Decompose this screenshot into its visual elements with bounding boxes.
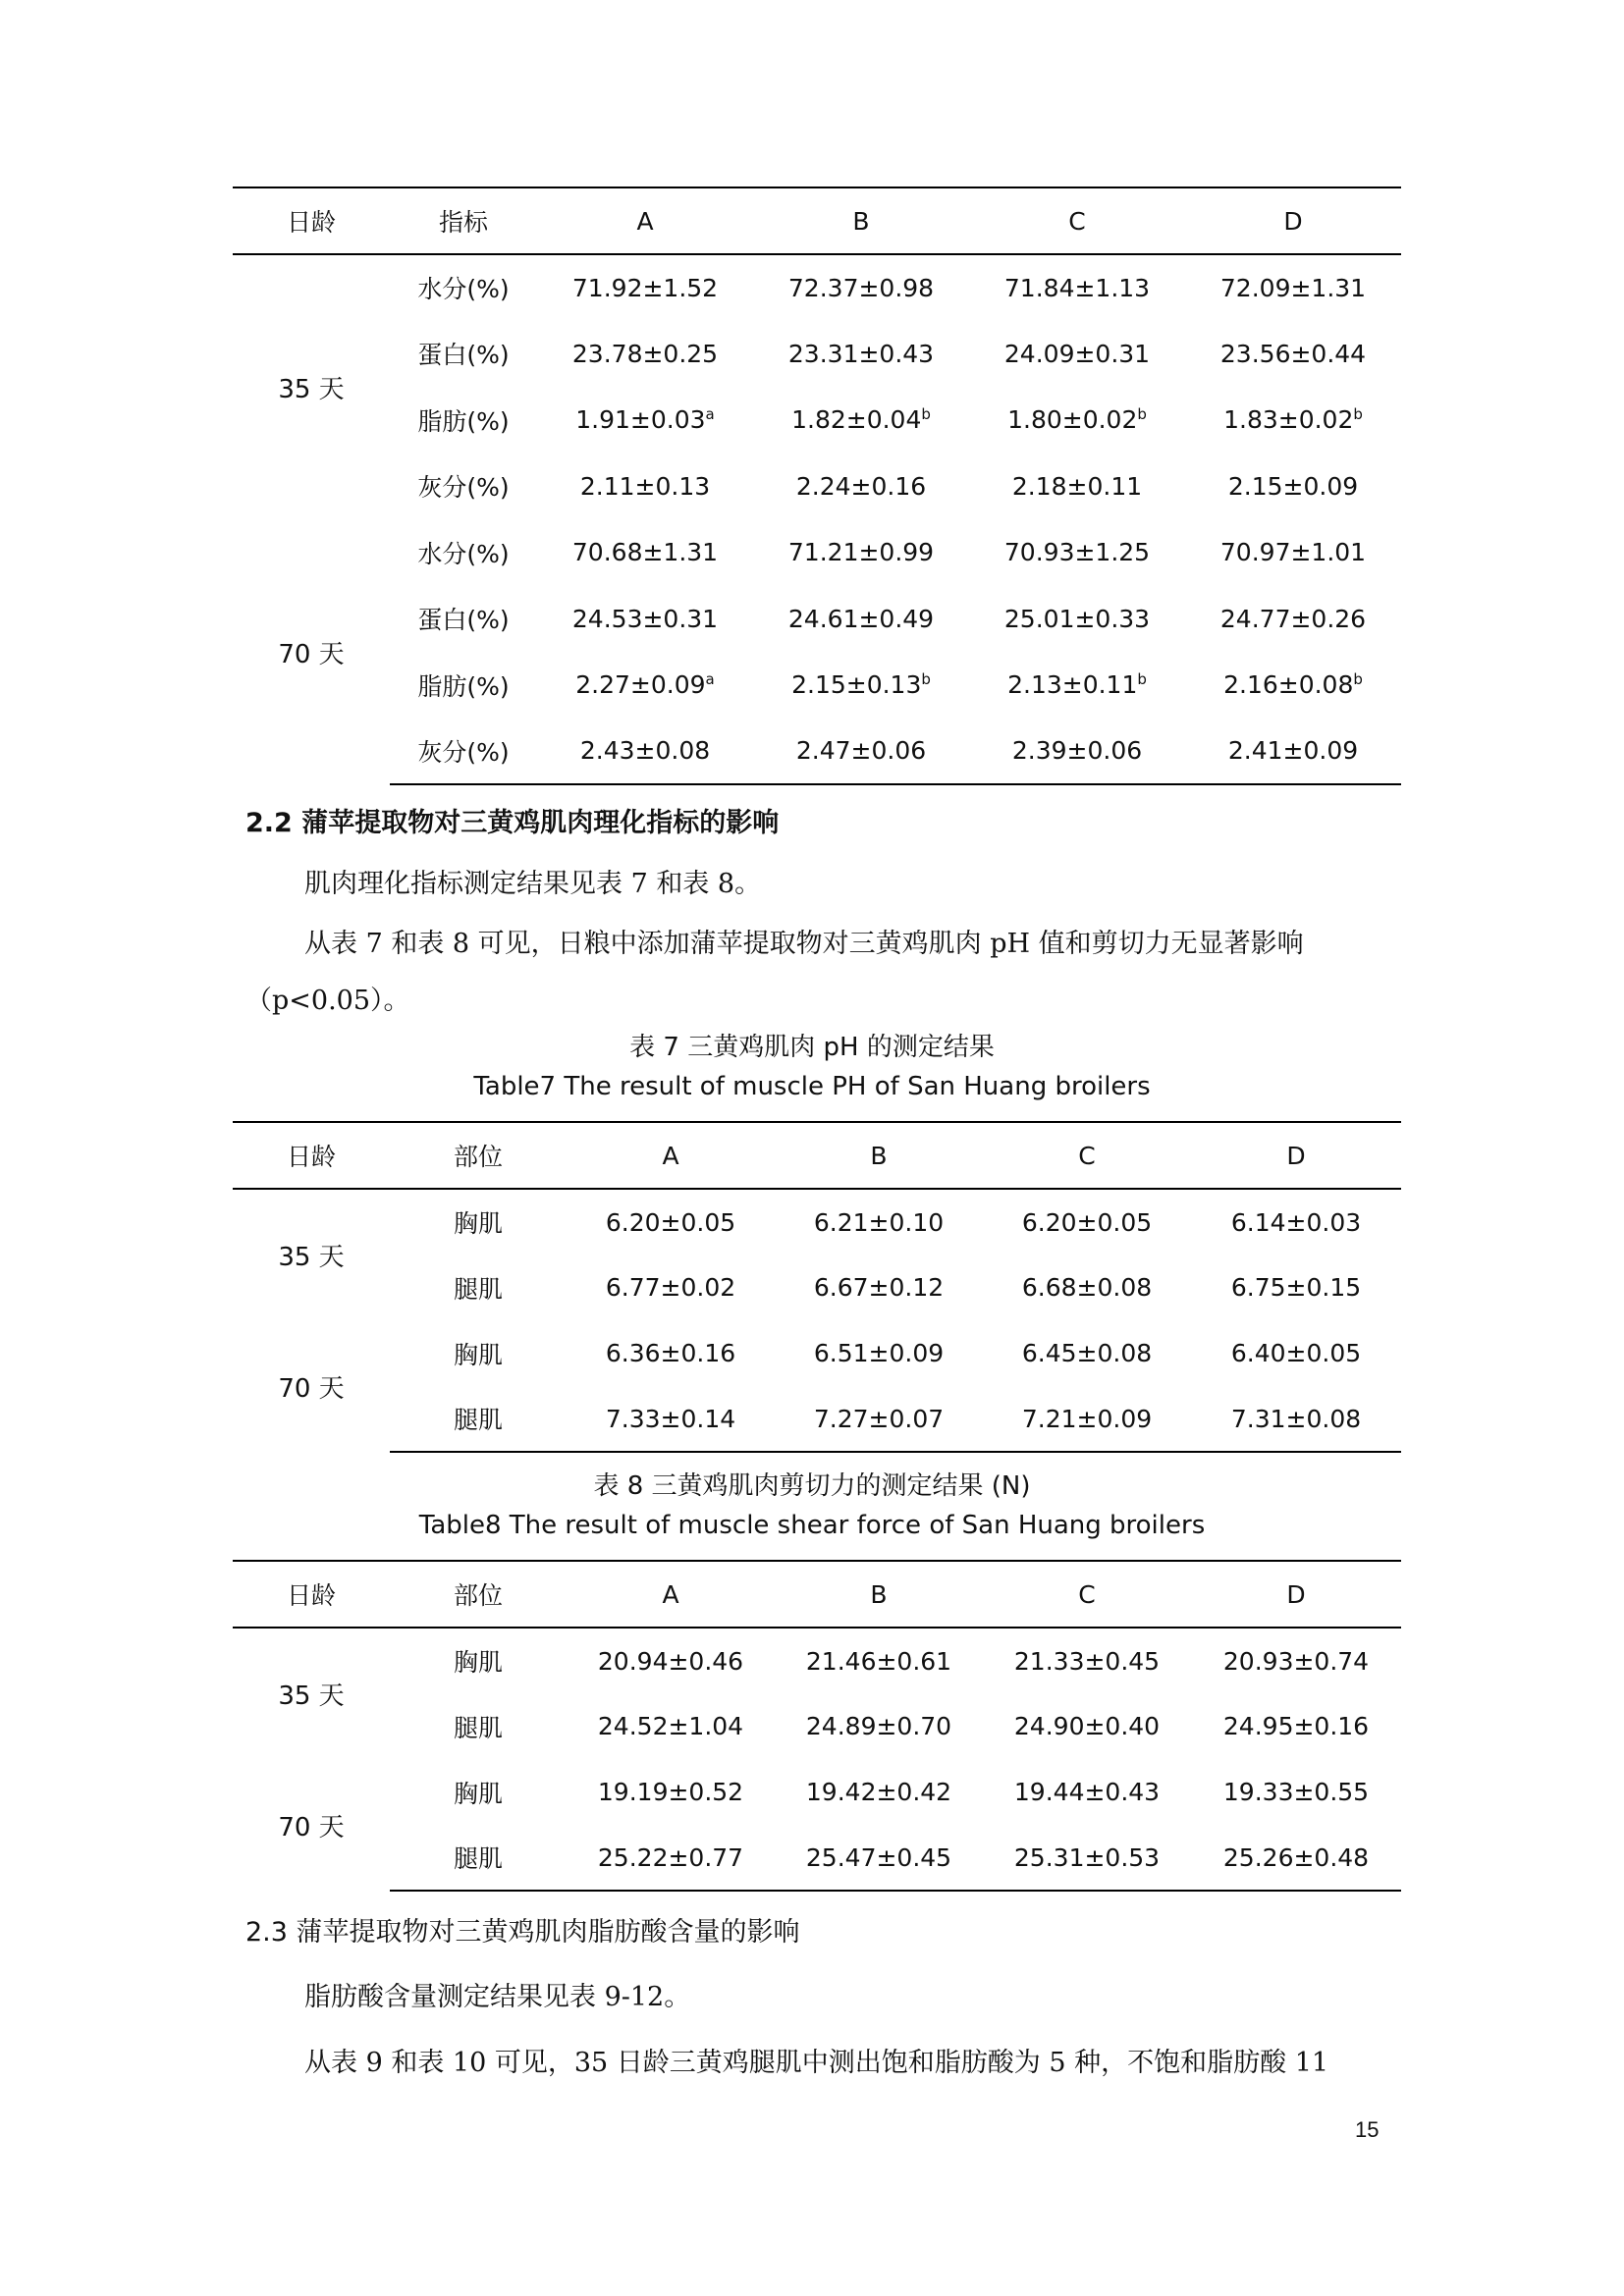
table-8-caption-en: Table8 The result of muscle shear force of San Huang broilers: [418, 1511, 1206, 1540]
value-cell: 19.42±0.42: [805, 1778, 952, 1806]
value-cell: 6.51±0.09: [813, 1339, 945, 1367]
value-text: 2.15±0.13: [791, 670, 922, 700]
value-cell: 70.97±1.01: [1219, 538, 1367, 567]
table-row: [233, 454, 1401, 520]
value-cell: 2.15±0.09: [1227, 471, 1359, 501]
age-cell: 35 天: [278, 1682, 345, 1711]
header-age: 日龄: [233, 1561, 390, 1628]
value-cell: 6.40±0.05: [1230, 1339, 1362, 1367]
table-7-ph: [233, 1121, 1401, 1453]
table-row: [233, 387, 1401, 454]
value-cell: 24.77±0.26: [1219, 604, 1367, 633]
value-text: 1.91±0.03: [575, 405, 706, 435]
value-cell: 7.31±0.08: [1191, 1386, 1401, 1452]
value-cell: [1185, 387, 1401, 454]
paragraph: 脂肪酸含量测定结果见表 9-12。: [304, 1982, 691, 2012]
header-group-a: A: [537, 187, 753, 254]
value-cell: 70.93±1.25: [1003, 538, 1151, 567]
header-group-d: D: [1191, 1561, 1401, 1628]
part-cell: 腿肌: [453, 1713, 503, 1742]
value-text: 2.13±0.11: [1007, 670, 1138, 700]
value-text: 2.16±0.08: [1223, 670, 1354, 700]
value-cell: 19.44±0.43: [1013, 1778, 1161, 1806]
header-group-b: B: [753, 187, 969, 254]
value-cell: 2.11±0.13: [579, 471, 711, 501]
significance-letter: a: [705, 405, 715, 424]
value-cell: 23.56±0.44: [1219, 339, 1367, 368]
value-cell: 6.20±0.05: [605, 1207, 736, 1237]
age-cell: 70 天: [278, 639, 345, 669]
value-cell: [537, 387, 753, 454]
value-cell: 24.09±0.31: [1003, 339, 1151, 368]
index-cell: 水分(%): [417, 275, 510, 304]
value-cell: 2.24±0.16: [795, 471, 927, 501]
value-cell: 23.78±0.25: [571, 339, 719, 368]
value-cell: 7.21±0.09: [983, 1386, 1191, 1452]
value-cell: 7.33±0.14: [567, 1386, 775, 1452]
value-cell: 25.26±0.48: [1191, 1825, 1401, 1891]
paragraph: 从表 9 和表 10 可见，35 日龄三黄鸡腿肌中测出饱和脂肪酸为 5 种，不饱和脂肪酸 11: [304, 2048, 1329, 2078]
header-group-d: D: [1185, 187, 1401, 254]
value-cell: 24.52±1.04: [597, 1712, 744, 1740]
header-group-a: A: [567, 1122, 775, 1189]
significance-letter: b: [1137, 405, 1147, 424]
header-group-b: B: [775, 1561, 983, 1628]
header-group-b: B: [775, 1122, 983, 1189]
value-text: 1.82±0.04: [791, 405, 922, 435]
table-header-row: [233, 1122, 1401, 1189]
value-cell: 6.14±0.03: [1230, 1207, 1362, 1237]
value-cell: [969, 652, 1185, 719]
header-group-a: A: [567, 1561, 775, 1628]
header-age: 日龄: [233, 1122, 390, 1189]
paragraph-continuation: （p<0.05）。: [245, 986, 410, 1016]
significance-letter: b: [921, 405, 931, 424]
value-cell: 24.90±0.40: [1013, 1712, 1161, 1740]
value-cell: 6.67±0.12: [813, 1273, 945, 1302]
table-row: [233, 652, 1401, 719]
index-cell: 水分(%): [417, 539, 510, 568]
age-cell: 35 天: [278, 1243, 345, 1272]
part-cell: 胸肌: [453, 1779, 503, 1808]
value-cell: 24.61±0.49: [787, 604, 935, 633]
index-cell: 蛋白(%): [417, 341, 510, 370]
header-group-d: D: [1191, 1122, 1401, 1189]
table-row: [233, 1759, 1401, 1825]
table-row: [233, 519, 1401, 586]
table-row: [233, 1386, 1401, 1452]
header-group-c: C: [969, 187, 1185, 254]
value-text: 1.83±0.02: [1223, 405, 1354, 435]
age-cell: 70 天: [278, 1812, 345, 1842]
part-cell: 胸肌: [453, 1340, 503, 1369]
table-row: [233, 1693, 1401, 1759]
value-cell: 19.33±0.55: [1222, 1778, 1370, 1806]
table-row: [233, 719, 1401, 785]
value-cell: 6.36±0.16: [605, 1339, 736, 1367]
table-7-caption-cn: 表 7 三黄鸡肌肉 pH 的测定结果: [629, 1033, 995, 1062]
paragraph: 从表 7 和表 8 可见，日粮中添加蒲苹提取物对三黄鸡肌肉 pH 值和剪切力无显著影响: [304, 929, 1304, 959]
header-age: 日龄: [233, 187, 390, 254]
value-cell: 20.93±0.74: [1222, 1646, 1370, 1676]
value-cell: 6.20±0.05: [1021, 1207, 1153, 1237]
table-6-composition: [233, 187, 1401, 785]
value-cell: [1185, 652, 1401, 719]
significance-letter: a: [705, 670, 715, 689]
value-cell: 2.41±0.09: [1185, 719, 1401, 785]
index-cell: 灰分(%): [417, 473, 510, 503]
value-cell: [969, 387, 1185, 454]
value-cell: 2.47±0.06: [753, 719, 969, 785]
table-row: [233, 1628, 1401, 1693]
value-cell: 71.84±1.13: [1003, 273, 1151, 302]
part-cell: 腿肌: [453, 1274, 503, 1304]
value-cell: 19.19±0.52: [597, 1778, 744, 1806]
significance-letter: b: [921, 670, 931, 689]
value-cell: 2.43±0.08: [537, 719, 753, 785]
value-cell: [537, 652, 753, 719]
part-cell: 胸肌: [453, 1648, 503, 1677]
index-cell: 脂肪(%): [417, 671, 510, 701]
header-index: 指标: [390, 187, 537, 254]
value-cell: 21.33±0.45: [1013, 1646, 1161, 1676]
value-cell: 25.01±0.33: [1003, 604, 1151, 633]
value-cell: [753, 387, 969, 454]
value-cell: 24.89±0.70: [805, 1712, 952, 1740]
paragraph: 肌肉理化指标测定结果见表 7 和表 8。: [304, 869, 762, 899]
value-cell: 72.09±1.31: [1219, 273, 1367, 302]
table-row: [233, 1255, 1401, 1320]
value-cell: 25.22±0.77: [567, 1825, 775, 1891]
value-cell: 25.31±0.53: [983, 1825, 1191, 1891]
value-text: 2.27±0.09: [575, 670, 706, 700]
section-heading-2-2: 2.2 蒲苹提取物对三黄鸡肌肉理化指标的影响: [245, 808, 780, 838]
table-8-caption-cn: 表 8 三黄鸡肌肉剪切力的测定结果 (N): [593, 1471, 1031, 1501]
value-cell: 7.27±0.07: [775, 1386, 983, 1452]
part-cell: 胸肌: [453, 1209, 503, 1238]
value-text: 1.80±0.02: [1007, 405, 1138, 435]
value-cell: 6.77±0.02: [605, 1273, 736, 1302]
value-cell: 25.47±0.45: [775, 1825, 983, 1891]
header-part: 部位: [390, 1122, 567, 1189]
table-row: [233, 1189, 1401, 1255]
value-cell: 6.21±0.10: [813, 1207, 945, 1237]
value-cell: [753, 652, 969, 719]
value-cell: 2.18±0.11: [1011, 471, 1143, 501]
section-heading-2-3: 2.3 蒲苹提取物对三黄鸡肌肉脂肪酸含量的影响: [245, 1917, 800, 1948]
page-number: 15: [1355, 2117, 1380, 2142]
table-7-caption-en: Table7 The result of muscle PH of San Huang broilers: [473, 1072, 1151, 1101]
significance-letter: b: [1353, 670, 1363, 689]
value-cell: 6.45±0.08: [1021, 1339, 1153, 1367]
index-cell: 脂肪(%): [417, 406, 510, 436]
significance-letter: b: [1137, 670, 1147, 689]
table-row: [233, 586, 1401, 653]
value-cell: 70.68±1.31: [571, 538, 719, 567]
table-row: [233, 1825, 1401, 1891]
value-cell: 21.46±0.61: [805, 1646, 952, 1676]
age-cell: 35 天: [278, 375, 345, 404]
table-header-row: [233, 1561, 1401, 1628]
table-header-row: [233, 187, 1401, 254]
table-row: [233, 254, 1401, 321]
header-group-c: C: [983, 1561, 1191, 1628]
value-cell: 24.95±0.16: [1222, 1712, 1370, 1740]
table-8-shear-force: [233, 1560, 1401, 1892]
value-cell: 6.68±0.08: [1021, 1273, 1153, 1302]
table-row: [233, 321, 1401, 388]
value-cell: 72.37±0.98: [787, 273, 935, 302]
header-part: 部位: [390, 1561, 567, 1628]
value-cell: 6.75±0.15: [1230, 1273, 1362, 1302]
value-cell: 71.21±0.99: [787, 538, 935, 567]
value-cell: 2.39±0.06: [969, 719, 1185, 785]
index-cell: 蛋白(%): [417, 606, 510, 635]
value-cell: 24.53±0.31: [571, 604, 719, 633]
header-group-c: C: [983, 1122, 1191, 1189]
value-cell: 20.94±0.46: [597, 1646, 744, 1676]
table-row: [233, 1320, 1401, 1386]
value-cell: 71.92±1.52: [571, 273, 719, 302]
index-cell: 灰分(%): [390, 719, 537, 785]
part-cell: 腿肌: [390, 1386, 567, 1452]
age-cell: 70 天: [278, 1373, 345, 1404]
part-cell: 腿肌: [390, 1825, 567, 1891]
significance-letter: b: [1353, 405, 1363, 424]
value-cell: 23.31±0.43: [787, 339, 935, 368]
